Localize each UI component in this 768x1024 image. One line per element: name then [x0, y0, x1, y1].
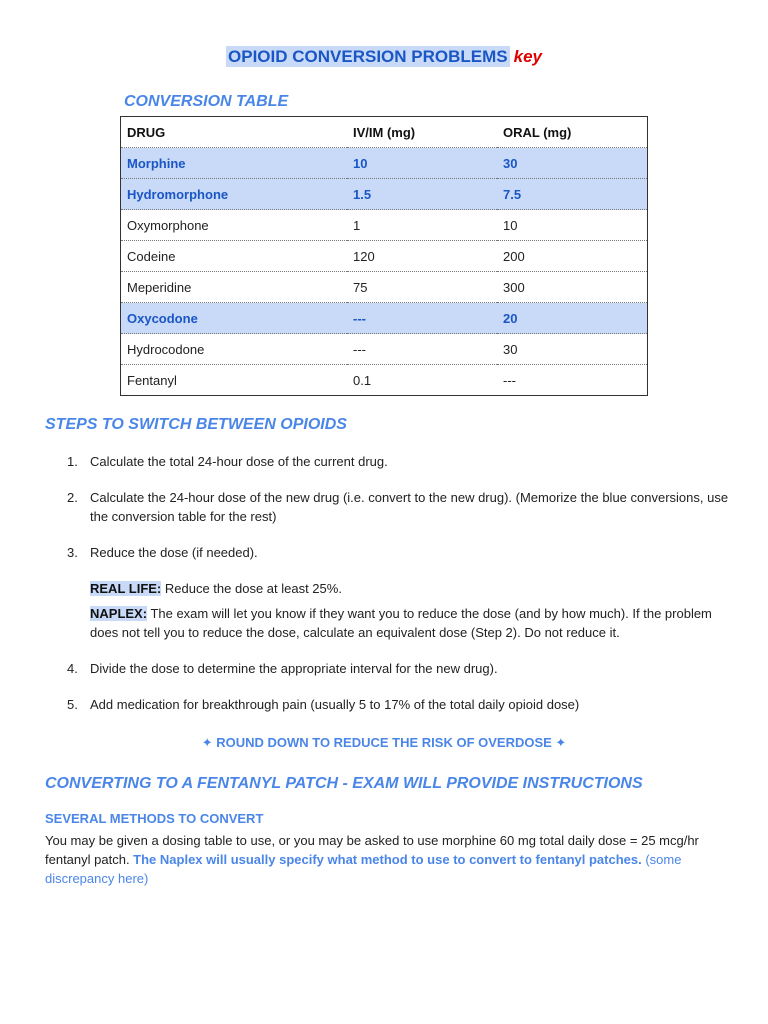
cell-drug: Meperidine [121, 272, 348, 303]
fentanyl-light-text: (some discrepancy here) [45, 852, 682, 886]
step-text: Calculate the 24-hour dose of the new drug (i.e. convert to the new drug). (Memorize the blue conversions, use the conversion table for the rest) [90, 490, 729, 524]
step-text: Reduce the dose (if needed). [90, 545, 258, 560]
title-main: OPIOID CONVERSION PROBLEMS [228, 47, 508, 66]
header-oral: ORAL (mg) [497, 117, 648, 148]
table-row [121, 148, 648, 179]
cell-iv: 75 [347, 272, 497, 303]
step-number: 3. [67, 545, 78, 560]
table-row [121, 334, 648, 365]
step-number: 2. [67, 490, 78, 505]
header-iv: IV/IM (mg) [347, 117, 497, 148]
step-3-notes [45, 579, 735, 642]
table-row [121, 241, 648, 272]
conversion-table [120, 116, 648, 396]
naplex-text: The exam will let you know if they want you to reduce the dose (and by how much). If the problem does not tell you to reduce the dose, calculate an equivalent dose (Step 2). Do not reduce it. [90, 606, 712, 640]
cell-oral: --- [503, 372, 516, 388]
real-life-text: Reduce the dose at least 25%. [161, 581, 342, 596]
table-row [121, 179, 648, 210]
cell-drug: Fentanyl [127, 372, 177, 388]
cell-iv: 1.5 [347, 179, 497, 210]
step-text: Calculate the total 24-hour dose of the current drug. [90, 454, 388, 469]
fentanyl-heading: CONVERTING TO A FENTANYL PATCH - EXAM WILL PROVIDE INSTRUCTIONS [45, 775, 643, 792]
fentanyl-paragraph [45, 831, 735, 888]
steps-heading: STEPS TO SWITCH BETWEEN OPIOIDS [45, 416, 347, 433]
page-title [0, 47, 768, 67]
cell-drug: Codeine [121, 241, 348, 272]
cell-oral: 300 [497, 272, 648, 303]
header-drug: DRUG [121, 117, 348, 148]
table-header-row [121, 117, 648, 148]
table-row [121, 272, 648, 303]
cell-iv: 10 [347, 148, 497, 179]
step-item [45, 452, 735, 471]
naplex-note [90, 604, 735, 642]
cell-oral: 30 [497, 148, 648, 179]
naplex-label: NAPLEX: [90, 606, 148, 621]
cell-oral: 10 [497, 210, 648, 241]
cell-drug: Hydromorphone [121, 179, 348, 210]
cell-iv: 0.1 [353, 372, 372, 388]
steps-list [45, 452, 735, 714]
step-number: 4. [67, 661, 78, 676]
real-life-note [90, 579, 735, 598]
cell-iv: --- [347, 303, 497, 334]
cell-drug: Hydrocodone [121, 334, 348, 365]
conversion-table-heading: CONVERSION TABLE [124, 93, 289, 110]
step-item [45, 659, 735, 678]
fentanyl-bold-text: The Naplex will usually specify what method to use to convert to fentanyl patches. [133, 852, 642, 867]
cell-oral: 200 [497, 241, 648, 272]
table-row [121, 210, 648, 241]
step-number: 5. [67, 697, 78, 712]
cell-oral: 30 [497, 334, 648, 365]
step-text: Divide the dose to determine the appropriate interval for the new drug). [90, 661, 498, 676]
round-down-callout: ✦ ROUND DOWN TO REDUCE THE RISK OF OVERDOSE ✦ [201, 735, 567, 750]
several-methods-subheading: SEVERAL METHODS TO CONVERT [45, 811, 264, 826]
table-row [121, 365, 648, 396]
cell-oral: 7.5 [497, 179, 648, 210]
cell-oral: 20 [497, 303, 648, 334]
title-key: key [513, 47, 542, 66]
cell-drug: Morphine [121, 148, 348, 179]
real-life-label: REAL LIFE: [90, 581, 162, 596]
table-row [121, 303, 648, 334]
step-item [45, 488, 735, 526]
cell-iv: 1 [347, 210, 497, 241]
fentanyl-text: You may be given a dosing table to use, or you may be asked to use morphine 60 mg total daily dose = 25 mcg/hr fentanyl patch. [45, 833, 699, 867]
step-item [45, 695, 735, 714]
cell-drug: Oxycodone [121, 303, 348, 334]
cell-drug: Oxymorphone [121, 210, 348, 241]
step-item [45, 543, 735, 562]
step-number: 1. [67, 454, 78, 469]
cell-iv: 120 [347, 241, 497, 272]
cell-iv: --- [347, 334, 497, 365]
step-text: Add medication for breakthrough pain (usually 5 to 17% of the total daily opioid dose) [90, 697, 580, 712]
